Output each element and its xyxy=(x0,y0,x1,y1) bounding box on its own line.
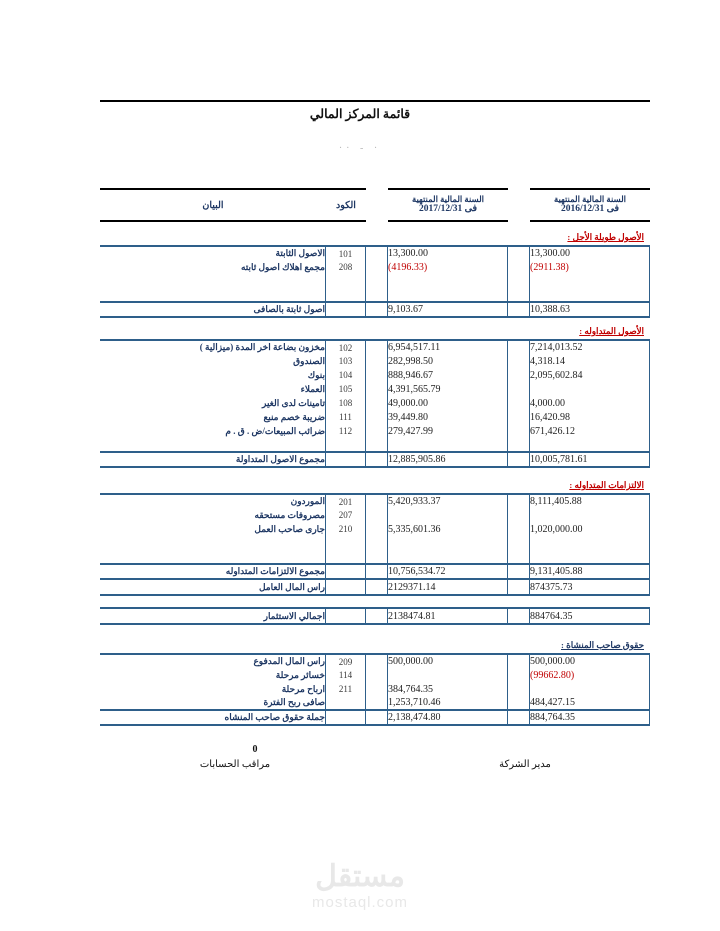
header-prior-year-line1: السنة المالية المنتهية xyxy=(553,193,627,204)
cell-current-value: 5,335,601.36 xyxy=(388,522,508,536)
cell-prior-value: 7,214,013.52 xyxy=(530,340,650,354)
cell-label: ضرائب المبيعات/ض . ق . م xyxy=(100,424,326,438)
cell-label: جارى صاحب العمل xyxy=(100,522,326,536)
cell-gap-1 xyxy=(508,288,530,302)
table-row xyxy=(100,396,650,410)
cell-current-value xyxy=(388,550,508,564)
cell-label: راس المال العامل xyxy=(100,579,326,595)
total-current-value: 2,138,474.80 xyxy=(388,710,508,725)
cell-code: 208 xyxy=(326,260,366,274)
cell-gap-1 xyxy=(508,382,530,396)
cell-gap-1 xyxy=(508,354,530,368)
cell-gap-1 xyxy=(508,260,530,274)
cell-current-value: 13,300.00 xyxy=(388,246,508,260)
cell-gap-2 xyxy=(366,696,388,710)
total-prior-value: 10,388.63 xyxy=(530,302,650,317)
cell-prior-value: 13,300.00 xyxy=(530,246,650,260)
total-code xyxy=(326,452,366,467)
total-code xyxy=(326,710,366,725)
cell-current-value: 888,946.67 xyxy=(388,368,508,382)
cell-label: العملاء xyxy=(100,382,326,396)
cell-gap-1 xyxy=(508,654,530,668)
cell-code: 207 xyxy=(326,508,366,522)
page-title: قائمة المركز المالي xyxy=(309,107,411,121)
section-heading: الالتزامات المتداوله : xyxy=(569,480,644,490)
cell-gap-1 xyxy=(508,522,530,536)
section-heading: الأصول المتداوله : xyxy=(579,326,644,336)
cell-label: مخزون بضاعة اخر المدة (ميزالية ) xyxy=(100,340,326,354)
cell-prior-value: 2,095,602.84 xyxy=(530,368,650,382)
cell-code: 108 xyxy=(326,396,366,410)
table-row xyxy=(100,354,650,368)
cell-code xyxy=(326,579,366,595)
total-gap-2 xyxy=(366,710,388,725)
standalone-row-2 xyxy=(100,607,650,625)
cell-code: 102 xyxy=(326,340,366,354)
cell-label: الموردون xyxy=(100,494,326,508)
cell-code xyxy=(326,696,366,710)
cell-gap-1 xyxy=(508,274,530,288)
cell-prior-value xyxy=(530,274,650,288)
total-gap-2 xyxy=(366,564,388,579)
section-heading: حقوق صاحب المنشاة : xyxy=(560,640,644,650)
cell-code: 211 xyxy=(326,682,366,696)
cell-gap-1 xyxy=(508,410,530,424)
cell-gap-1 xyxy=(508,494,530,508)
cell-gap-2 xyxy=(366,410,388,424)
table-row xyxy=(100,536,650,550)
cell-label: راس المال المدفوع xyxy=(100,654,326,668)
cell-label: تامينات لدى الغير xyxy=(100,396,326,410)
cell-label: ضريبة خصم منبع xyxy=(100,410,326,424)
total-gap-1 xyxy=(508,302,530,317)
cell-gap-2 xyxy=(366,608,388,624)
cell-label xyxy=(100,550,326,564)
cell-label xyxy=(100,536,326,550)
table-row xyxy=(100,696,650,710)
cell-gap-1 xyxy=(508,579,530,595)
cell-gap-2 xyxy=(366,424,388,438)
cell-prior-value: (99662.80) xyxy=(530,668,650,682)
cell-prior-value xyxy=(530,438,650,452)
cell-gap-2 xyxy=(366,494,388,508)
table-row xyxy=(100,579,650,595)
cell-gap-2 xyxy=(366,340,388,354)
section-3 xyxy=(100,480,650,580)
total-prior-value: 884,764.35 xyxy=(530,710,650,725)
cell-current-value xyxy=(388,508,508,522)
cell-gap-2 xyxy=(366,368,388,382)
cell-gap-1 xyxy=(508,246,530,260)
cell-label: الاصول الثابتة xyxy=(100,246,326,260)
total-gap-2 xyxy=(366,302,388,317)
cell-prior-value: 500,000.00 xyxy=(530,654,650,668)
signature-manager: مدير الشركة xyxy=(499,759,551,770)
table-row xyxy=(100,654,650,668)
cell-prior-value: 16,420.98 xyxy=(530,410,650,424)
table-row xyxy=(100,494,650,508)
cell-gap-1 xyxy=(508,424,530,438)
cell-current-value: 6,954,517.11 xyxy=(388,340,508,354)
table-row xyxy=(100,608,650,624)
cell-code: 105 xyxy=(326,382,366,396)
cell-prior-value xyxy=(530,682,650,696)
cell-label: خسائر مرحلة xyxy=(100,668,326,682)
watermark xyxy=(0,862,720,911)
cell-prior-value xyxy=(530,288,650,302)
table-row xyxy=(100,508,650,522)
cell-code xyxy=(326,608,366,624)
cell-current-value: 282,998.50 xyxy=(388,354,508,368)
total-gap-1 xyxy=(508,452,530,467)
cell-current-value: 500,000.00 xyxy=(388,654,508,668)
cell-gap-1 xyxy=(508,696,530,710)
total-gap-1 xyxy=(508,564,530,579)
cell-label: صافى ربح الفترة xyxy=(100,696,326,710)
table-row xyxy=(100,246,650,260)
cell-label xyxy=(100,274,326,288)
cell-code: 112 xyxy=(326,424,366,438)
cell-gap-2 xyxy=(366,682,388,696)
total-gap-2 xyxy=(366,452,388,467)
cell-code: 210 xyxy=(326,522,366,536)
table-header-band xyxy=(100,188,650,222)
cell-current-value: 5,420,933.37 xyxy=(388,494,508,508)
cell-code xyxy=(326,536,366,550)
cell-prior-value: 884764.35 xyxy=(530,608,650,624)
cell-current-value xyxy=(388,288,508,302)
cell-gap-2 xyxy=(366,536,388,550)
total-label: جملة حقوق صاحب المنشاه xyxy=(100,710,326,725)
table-row xyxy=(100,424,650,438)
cell-gap-2 xyxy=(366,522,388,536)
total-gap-1 xyxy=(508,710,530,725)
cell-gap-2 xyxy=(366,382,388,396)
cell-gap-2 xyxy=(366,246,388,260)
header-current-year-line1: السنة المالية المنتهية xyxy=(411,193,485,204)
table-row xyxy=(100,550,650,564)
table-row xyxy=(100,340,650,354)
cell-current-value: 1,253,710.46 xyxy=(388,696,508,710)
cell-gap-2 xyxy=(366,260,388,274)
table-row xyxy=(100,368,650,382)
table-total-row xyxy=(100,302,650,317)
table-row xyxy=(100,382,650,396)
total-code xyxy=(326,564,366,579)
cell-current-value: (4196.33) xyxy=(388,260,508,274)
total-current-value: 9,103.67 xyxy=(388,302,508,317)
cell-prior-value: 4,000.00 xyxy=(530,396,650,410)
table-row xyxy=(100,682,650,696)
top-rule xyxy=(100,100,650,102)
cell-current-value: 4,391,565.79 xyxy=(388,382,508,396)
cell-gap-2 xyxy=(366,508,388,522)
cell-code: 101 xyxy=(326,246,366,260)
cell-current-value xyxy=(388,536,508,550)
section-2 xyxy=(100,326,650,468)
cell-label: الصندوق xyxy=(100,354,326,368)
auditor-zero-mark: 0 xyxy=(252,744,258,755)
cell-current-value xyxy=(388,438,508,452)
total-label: مجموع الالتزامات المتداوله xyxy=(100,564,326,579)
cell-prior-value: (2911.38) xyxy=(530,260,650,274)
cell-code xyxy=(326,274,366,288)
cell-gap-2 xyxy=(366,550,388,564)
cell-current-value: 49,000.00 xyxy=(388,396,508,410)
cell-gap-2 xyxy=(366,579,388,595)
cell-gap-2 xyxy=(366,396,388,410)
cell-current-value: 279,427.99 xyxy=(388,424,508,438)
table-row xyxy=(100,410,650,424)
table-total-row xyxy=(100,452,650,467)
cell-label: ارباح مرحلة xyxy=(100,682,326,696)
cell-gap-2 xyxy=(366,438,388,452)
header-statement: البيان xyxy=(100,189,326,221)
cell-gap-1 xyxy=(508,550,530,564)
cell-prior-value: 8,111,405.88 xyxy=(530,494,650,508)
table-row xyxy=(100,668,650,682)
header-current-year xyxy=(388,189,508,221)
cell-code xyxy=(326,438,366,452)
cell-gap-2 xyxy=(366,274,388,288)
cell-code xyxy=(326,550,366,564)
cell-gap-2 xyxy=(366,654,388,668)
standalone-row-1 xyxy=(100,578,650,596)
cell-gap-1 xyxy=(508,368,530,382)
cell-gap-2 xyxy=(366,668,388,682)
cell-gap-1 xyxy=(508,536,530,550)
cell-current-value xyxy=(388,274,508,288)
total-current-value: 12,885,905.86 xyxy=(388,452,508,467)
cell-code: 111 xyxy=(326,410,366,424)
cell-prior-value xyxy=(530,536,650,550)
cell-current-value: 2129371.14 xyxy=(388,579,508,595)
table-total-row xyxy=(100,710,650,725)
cell-code: 114 xyxy=(326,668,366,682)
cell-current-value: 39,449.80 xyxy=(388,410,508,424)
cell-label: اجمالي الاستثمار xyxy=(100,608,326,624)
watermark-arabic: مستقل xyxy=(315,860,405,893)
cell-code: 209 xyxy=(326,654,366,668)
watermark-latin: mostaql.com xyxy=(311,894,409,911)
total-code xyxy=(326,302,366,317)
table-row xyxy=(100,274,650,288)
cell-code: 103 xyxy=(326,354,366,368)
header-gap-1 xyxy=(508,189,530,221)
cell-gap-1 xyxy=(508,508,530,522)
cell-label: بنوك xyxy=(100,368,326,382)
cell-label xyxy=(100,288,326,302)
table-row xyxy=(100,288,650,302)
cell-prior-value xyxy=(530,382,650,396)
cell-code xyxy=(326,288,366,302)
cell-gap-1 xyxy=(508,438,530,452)
cell-label: مجمع اهلاك اصول ثابته xyxy=(100,260,326,274)
cell-label: مصروفات مستحقه xyxy=(100,508,326,522)
table-row xyxy=(100,438,650,452)
total-label: مجموع الاصول المتداولة xyxy=(100,452,326,467)
cell-gap-1 xyxy=(508,340,530,354)
table-row xyxy=(100,260,650,274)
total-prior-value: 9,131,405.88 xyxy=(530,564,650,579)
section-4 xyxy=(100,640,650,726)
header-gap-2 xyxy=(366,189,388,221)
header-prior-year-line2: فى 2016/12/31 xyxy=(560,204,620,215)
cell-prior-value: 874375.73 xyxy=(530,579,650,595)
header-code: الكود xyxy=(326,189,366,221)
cell-prior-value xyxy=(530,550,650,564)
signature-auditor: مراقب الحسابات xyxy=(199,759,271,770)
cell-gap-2 xyxy=(366,288,388,302)
cell-current-value: 2138474.81 xyxy=(388,608,508,624)
cell-code: 104 xyxy=(326,368,366,382)
cell-prior-value: 4,318.14 xyxy=(530,354,650,368)
cell-code: 201 xyxy=(326,494,366,508)
header-current-year-line2: فى 2017/12/31 xyxy=(418,204,478,215)
total-label: اصول ثابتة بالصافى xyxy=(100,302,326,317)
cell-label xyxy=(100,438,326,452)
cell-gap-1 xyxy=(508,682,530,696)
total-prior-value: 10,005,781.61 xyxy=(530,452,650,467)
cell-prior-value xyxy=(530,508,650,522)
subtitle-marks: · - ·· xyxy=(338,143,382,154)
header-prior-year xyxy=(530,189,650,221)
cell-prior-value: 671,426.12 xyxy=(530,424,650,438)
section-heading: الأصول طويلة الأجل : xyxy=(567,232,644,242)
cell-gap-2 xyxy=(366,354,388,368)
cell-gap-1 xyxy=(508,608,530,624)
total-current-value: 10,756,534.72 xyxy=(388,564,508,579)
cell-gap-1 xyxy=(508,668,530,682)
section-1 xyxy=(100,232,650,318)
cell-gap-1 xyxy=(508,396,530,410)
cell-prior-value: 484,427.15 xyxy=(530,696,650,710)
table-total-row xyxy=(100,564,650,579)
table-row xyxy=(100,522,650,536)
cell-current-value xyxy=(388,668,508,682)
cell-prior-value: 1,020,000.00 xyxy=(530,522,650,536)
cell-current-value: 384,764.35 xyxy=(388,682,508,696)
